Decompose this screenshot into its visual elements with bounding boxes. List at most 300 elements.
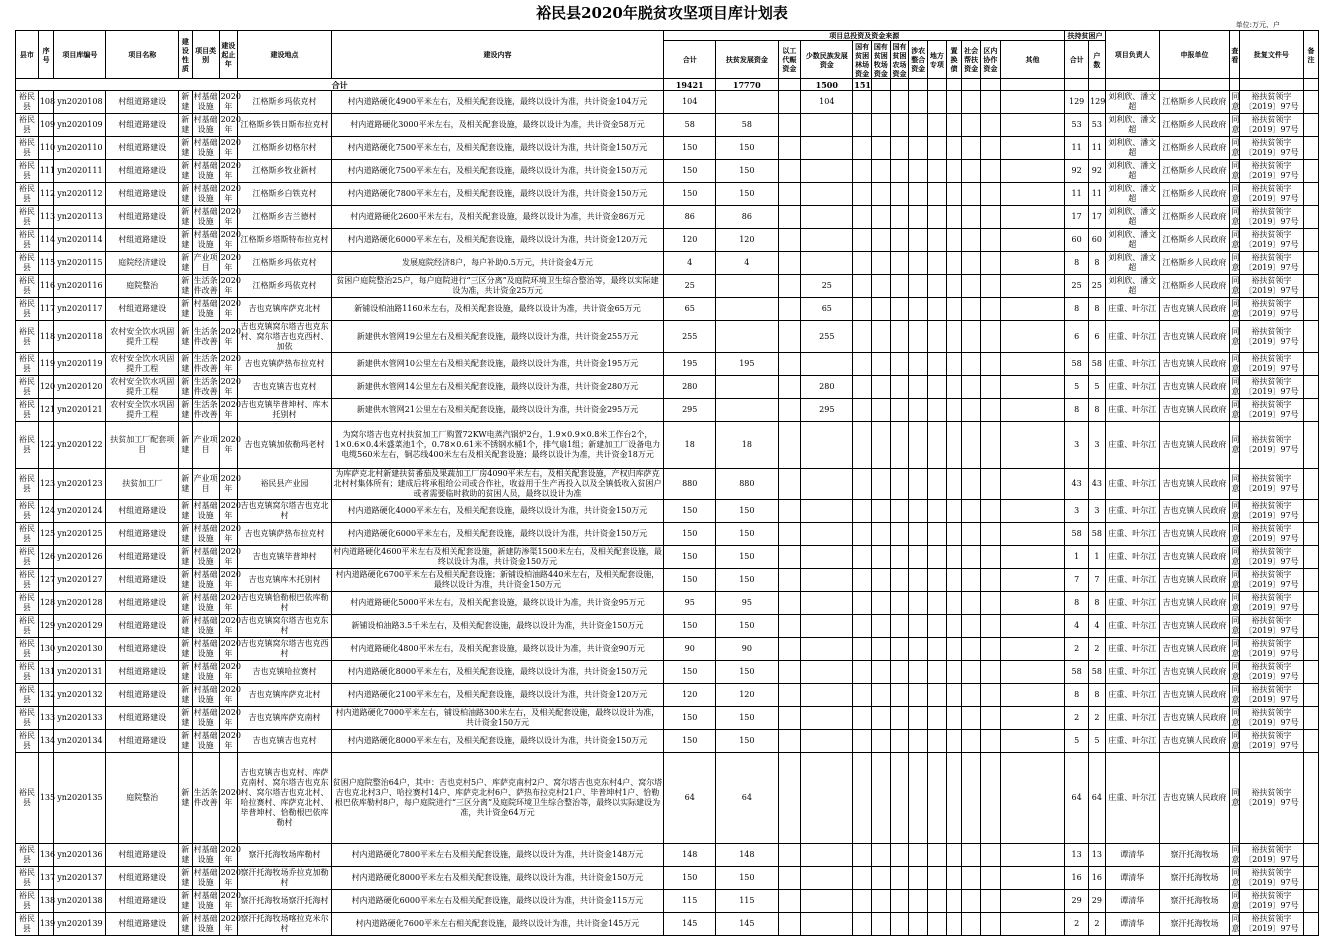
year-cell: 2020年 xyxy=(219,469,238,500)
other-cell xyxy=(1000,913,1064,936)
category-cell: 村基础设施 xyxy=(192,661,219,684)
table-row xyxy=(16,160,1319,183)
code-cell: yn2020137 xyxy=(54,867,106,890)
coop-cell xyxy=(980,183,1000,206)
table-row xyxy=(16,753,1319,844)
hh-total-cell: 1 xyxy=(1065,546,1089,569)
relief-cell xyxy=(778,523,801,546)
debt-cell xyxy=(946,730,962,753)
total-cell: 64 xyxy=(664,753,716,844)
category-cell: 村基础设施 xyxy=(192,137,219,160)
approval-cell: 裕扶贫领字〔2019〕97号 xyxy=(1239,353,1303,376)
name-cell: 村组道路建设 xyxy=(106,844,179,867)
pasture-cell xyxy=(871,183,890,206)
farm-cell xyxy=(890,353,909,376)
farm-cell xyxy=(890,890,909,913)
debt-cell xyxy=(946,422,962,469)
unit-cell: 吉也克镇人民政府 xyxy=(1159,569,1230,592)
review-cell: 同意 xyxy=(1230,229,1239,252)
unit-cell: 吉也克镇人民政府 xyxy=(1159,399,1230,422)
minority-cell xyxy=(801,353,853,376)
coop-cell xyxy=(980,91,1000,114)
other-cell xyxy=(1000,707,1064,730)
local-cell xyxy=(928,252,947,275)
remark-cell xyxy=(1304,615,1319,638)
coop-cell xyxy=(980,229,1000,252)
unit-cell: 吉也克镇人民政府 xyxy=(1159,638,1230,661)
total-cell: 880 xyxy=(664,469,716,500)
leader-cell: 庄重、叶尔江 xyxy=(1105,661,1159,684)
agri-cell xyxy=(909,730,928,753)
hh-count-cell: 29 xyxy=(1089,890,1106,913)
hh-total-cell: 58 xyxy=(1065,523,1089,546)
year-cell: 2020年 xyxy=(219,114,238,137)
agri-cell xyxy=(909,867,928,890)
farm-cell xyxy=(890,469,909,500)
relief-cell xyxy=(778,353,801,376)
county-cell: 裕民县 xyxy=(16,399,39,422)
project-table xyxy=(15,30,1319,936)
nature-cell: 新建 xyxy=(179,867,193,890)
col-header: 国有贫困林场资金 xyxy=(853,41,872,79)
local-cell xyxy=(928,321,947,353)
code-cell: yn2020129 xyxy=(54,615,106,638)
pasture-cell xyxy=(871,753,890,844)
col-header: 国有贫困牧场资金 xyxy=(871,41,890,79)
social-cell xyxy=(962,523,981,546)
pasture-cell xyxy=(871,569,890,592)
leader-cell: 庄重、叶尔江 xyxy=(1105,546,1159,569)
col-header: 建设起止年 xyxy=(219,31,238,79)
year-cell: 2020年 xyxy=(219,183,238,206)
pasture-cell xyxy=(871,523,890,546)
location-cell: 江格斯乡玛依克村 xyxy=(238,275,332,298)
location-cell: 吉也克镇窝尔塔吉也克西村 xyxy=(238,638,332,661)
year-cell: 2020年 xyxy=(219,229,238,252)
agri-cell xyxy=(909,353,928,376)
debt-cell xyxy=(946,183,962,206)
farm-cell xyxy=(890,523,909,546)
seq-cell: 108 xyxy=(38,91,54,114)
category-cell: 生活条件改善 xyxy=(192,376,219,399)
remark-cell xyxy=(1304,399,1319,422)
content-cell: 村内道路硬化8000平米左右，及相关配套设施，最终以设计为准，共计资金150万元 xyxy=(331,661,663,684)
review-cell: 同意 xyxy=(1230,422,1239,469)
county-cell: 裕民县 xyxy=(16,298,39,321)
local-cell xyxy=(928,615,947,638)
unit-cell: 吉也克镇人民政府 xyxy=(1159,615,1230,638)
agri-cell xyxy=(909,592,928,615)
year-cell: 2020年 xyxy=(219,753,238,844)
total-cell: 150 xyxy=(664,661,716,684)
pasture-cell xyxy=(871,376,890,399)
location-cell: 察汗托海牧场乔拉克加勒村 xyxy=(238,867,332,890)
year-cell: 2020年 xyxy=(219,353,238,376)
category-cell: 产业项目 xyxy=(192,252,219,275)
coop-cell xyxy=(980,114,1000,137)
table-row xyxy=(16,422,1319,469)
local-cell xyxy=(928,661,947,684)
category-cell: 产业项目 xyxy=(192,422,219,469)
review-cell: 同意 xyxy=(1230,615,1239,638)
year-cell: 2020年 xyxy=(219,160,238,183)
county-cell: 裕民县 xyxy=(16,592,39,615)
location-cell: 吉也克镇吉也克村 xyxy=(238,730,332,753)
total-cell xyxy=(962,79,981,91)
hh-count-cell: 58 xyxy=(1089,661,1106,684)
forest-cell xyxy=(853,753,872,844)
location-cell: 吉也克镇吉也克村 xyxy=(238,376,332,399)
other-cell xyxy=(1000,661,1064,684)
total-cell xyxy=(871,79,890,91)
location-cell: 江格斯乡玛依克村 xyxy=(238,252,332,275)
minority-cell: 104 xyxy=(801,91,853,114)
leader-cell: 庄重、叶尔江 xyxy=(1105,592,1159,615)
location-cell: 察汗托海牧场喀拉克米尔村 xyxy=(238,913,332,936)
approval-cell: 裕扶贫领字〔2019〕97号 xyxy=(1239,684,1303,707)
county-cell: 裕民县 xyxy=(16,114,39,137)
code-cell: yn2020127 xyxy=(54,569,106,592)
approval-cell: 裕扶贫领字〔2019〕97号 xyxy=(1239,546,1303,569)
fund-cell: 18 xyxy=(716,422,778,469)
leader-cell: 庄重、叶尔江 xyxy=(1105,353,1159,376)
forest-cell xyxy=(853,638,872,661)
remark-cell xyxy=(1304,913,1319,936)
location-cell: 江格斯乡牧业新村 xyxy=(238,160,332,183)
code-cell: yn2020116 xyxy=(54,275,106,298)
debt-cell xyxy=(946,298,962,321)
agri-cell xyxy=(909,844,928,867)
remark-cell xyxy=(1304,592,1319,615)
local-cell xyxy=(928,399,947,422)
year-cell: 2020年 xyxy=(219,137,238,160)
relief-cell xyxy=(778,229,801,252)
social-cell xyxy=(962,376,981,399)
approval-cell: 裕扶贫领字〔2019〕97号 xyxy=(1239,523,1303,546)
year-cell: 2020年 xyxy=(219,661,238,684)
coop-cell xyxy=(980,321,1000,353)
remark-cell xyxy=(1304,753,1319,844)
minority-cell xyxy=(801,890,853,913)
location-cell: 吉也克镇吉也克村、库萨克南村、窝尔塔吉也克东村、窝尔塔吉也克北村、哈拉赛村、库萨克北村、毕普坤村、恰勒根巴依库勒村 xyxy=(238,753,332,844)
forest-cell xyxy=(853,298,872,321)
local-cell xyxy=(928,500,947,523)
review-cell: 同意 xyxy=(1230,844,1239,867)
nature-cell: 新建 xyxy=(179,321,193,353)
forest-cell xyxy=(853,160,872,183)
minority-cell xyxy=(801,523,853,546)
remark-cell xyxy=(1304,684,1319,707)
content-cell: 村内道路硬化6000平米左右，及相关配套设施，最终以设计为准，共计资金120万元 xyxy=(331,229,663,252)
unit-cell: 吉也克镇人民政府 xyxy=(1159,661,1230,684)
table-row xyxy=(16,684,1319,707)
table-row xyxy=(16,592,1319,615)
total-cell xyxy=(946,79,962,91)
social-cell xyxy=(962,500,981,523)
approval-cell: 裕扶贫领字〔2019〕97号 xyxy=(1239,890,1303,913)
remark-cell xyxy=(1304,137,1319,160)
unit-cell: 江格斯乡人民政府 xyxy=(1159,206,1230,229)
leader-cell: 庄重、叶尔江 xyxy=(1105,684,1159,707)
social-cell xyxy=(962,844,981,867)
farm-cell xyxy=(890,707,909,730)
name-cell: 村组道路建设 xyxy=(106,569,179,592)
category-cell: 生活条件改善 xyxy=(192,753,219,844)
other-cell xyxy=(1000,160,1064,183)
code-cell: yn2020126 xyxy=(54,546,106,569)
total-cell xyxy=(980,79,1000,91)
hh-count-cell: 2 xyxy=(1089,638,1106,661)
coop-cell xyxy=(980,298,1000,321)
seq-cell: 135 xyxy=(38,753,54,844)
hh-total-cell: 6 xyxy=(1065,321,1089,353)
approval-cell: 裕扶贫领字〔2019〕97号 xyxy=(1239,91,1303,114)
category-cell: 村基础设施 xyxy=(192,867,219,890)
coop-cell xyxy=(980,753,1000,844)
nature-cell: 新建 xyxy=(179,114,193,137)
category-cell: 村基础设施 xyxy=(192,684,219,707)
page-title: 裕民县2020年脱贫攻坚项目库计划表 xyxy=(536,4,788,22)
debt-cell xyxy=(946,229,962,252)
fund-cell: 150 xyxy=(716,730,778,753)
farm-cell xyxy=(890,399,909,422)
leader-cell: 刘利欣、潘文超 xyxy=(1105,252,1159,275)
table-row xyxy=(16,569,1319,592)
other-cell xyxy=(1000,500,1064,523)
name-cell: 村组道路建设 xyxy=(106,91,179,114)
debt-cell xyxy=(946,844,962,867)
code-cell: yn2020110 xyxy=(54,137,106,160)
hh-total-cell: 11 xyxy=(1065,137,1089,160)
name-cell: 农村安全饮水巩固提升工程 xyxy=(106,376,179,399)
col-header: 县市 xyxy=(16,31,39,79)
code-cell: yn2020128 xyxy=(54,592,106,615)
table-row xyxy=(16,114,1319,137)
social-cell xyxy=(962,160,981,183)
minority-cell xyxy=(801,229,853,252)
hh-total-cell: 7 xyxy=(1065,569,1089,592)
approval-cell: 裕扶贫领字〔2019〕97号 xyxy=(1239,114,1303,137)
name-cell: 农村安全饮水巩固提升工程 xyxy=(106,399,179,422)
county-cell: 裕民县 xyxy=(16,523,39,546)
name-cell: 村组道路建设 xyxy=(106,183,179,206)
social-cell xyxy=(962,707,981,730)
hh-count-cell: 3 xyxy=(1089,500,1106,523)
remark-cell xyxy=(1304,321,1319,353)
coop-cell xyxy=(980,275,1000,298)
minority-cell xyxy=(801,252,853,275)
unit-cell: 吉也克镇人民政府 xyxy=(1159,730,1230,753)
minority-cell: 25 xyxy=(801,275,853,298)
table-row xyxy=(16,399,1319,422)
review-cell: 同意 xyxy=(1230,91,1239,114)
social-cell xyxy=(962,890,981,913)
code-cell: yn2020132 xyxy=(54,684,106,707)
seq-cell: 117 xyxy=(38,298,54,321)
content-cell: 村内道路硬化6000平米左右及相关配套设施，最终以设计为准，共计资金115万元 xyxy=(331,890,663,913)
minority-cell xyxy=(801,638,853,661)
unit-cell: 吉也克镇人民政府 xyxy=(1159,753,1230,844)
review-cell: 同意 xyxy=(1230,114,1239,137)
minority-cell xyxy=(801,867,853,890)
review-cell: 同意 xyxy=(1230,707,1239,730)
approval-cell: 裕扶贫领字〔2019〕97号 xyxy=(1239,469,1303,500)
debt-cell xyxy=(946,399,962,422)
leader-cell: 庄重、叶尔江 xyxy=(1105,422,1159,469)
location-cell: 吉也克镇萨热布拉克村 xyxy=(238,523,332,546)
coop-cell xyxy=(980,353,1000,376)
location-cell: 吉也克镇窝尔塔吉也克北村 xyxy=(238,500,332,523)
code-cell: yn2020120 xyxy=(54,376,106,399)
year-cell: 2020年 xyxy=(219,275,238,298)
relief-cell xyxy=(778,321,801,353)
fund-cell: 145 xyxy=(716,913,778,936)
relief-cell xyxy=(778,183,801,206)
farm-cell xyxy=(890,913,909,936)
col-header: 查看 xyxy=(1230,31,1239,79)
relief-cell xyxy=(778,638,801,661)
fund-cell: 195 xyxy=(716,353,778,376)
pasture-cell xyxy=(871,275,890,298)
code-cell: yn2020108 xyxy=(54,91,106,114)
relief-cell xyxy=(778,298,801,321)
location-cell: 吉也克镇库木托别村 xyxy=(238,569,332,592)
content-cell: 村内道路硬化6000平米左右，及相关配套设施，最终以设计为准，共计资金150万元 xyxy=(331,523,663,546)
social-cell xyxy=(962,469,981,500)
year-cell: 2020年 xyxy=(219,206,238,229)
total-cell: 150 xyxy=(664,867,716,890)
debt-cell xyxy=(946,707,962,730)
location-cell: 吉也克镇库萨克北村 xyxy=(238,298,332,321)
relief-cell xyxy=(778,890,801,913)
approval-cell: 裕扶贫领字〔2019〕97号 xyxy=(1239,137,1303,160)
pasture-cell xyxy=(871,684,890,707)
nature-cell: 新建 xyxy=(179,183,193,206)
leader-cell: 谭清华 xyxy=(1105,844,1159,867)
col-header: 地方专项 xyxy=(928,41,947,79)
seq-cell: 114 xyxy=(38,229,54,252)
county-cell: 裕民县 xyxy=(16,252,39,275)
forest-cell xyxy=(853,321,872,353)
year-cell: 2020年 xyxy=(219,298,238,321)
social-cell xyxy=(962,206,981,229)
agri-cell xyxy=(909,399,928,422)
content-cell: 新建供水管网21公里左右及相关配套设施，最终以设计为准，共计资金295万元 xyxy=(331,399,663,422)
total-cell: 18 xyxy=(664,422,716,469)
minority-cell xyxy=(801,206,853,229)
leader-cell: 谭清华 xyxy=(1105,890,1159,913)
name-cell: 村组道路建设 xyxy=(106,684,179,707)
agri-cell xyxy=(909,376,928,399)
name-cell: 村组道路建设 xyxy=(106,500,179,523)
total-cell: 145 xyxy=(664,913,716,936)
farm-cell xyxy=(890,137,909,160)
fund-cell: 115 xyxy=(716,890,778,913)
county-cell: 裕民县 xyxy=(16,730,39,753)
hh-total-cell: 8 xyxy=(1065,684,1089,707)
farm-cell xyxy=(890,183,909,206)
approval-cell: 裕扶贫领字〔2019〕97号 xyxy=(1239,206,1303,229)
hh-total-cell: 2 xyxy=(1065,913,1089,936)
total-cell: 86 xyxy=(664,206,716,229)
minority-cell xyxy=(801,615,853,638)
location-cell: 吉也克镇加依勒玛老村 xyxy=(238,422,332,469)
seq-cell: 115 xyxy=(38,252,54,275)
coop-cell xyxy=(980,684,1000,707)
fund-cell xyxy=(716,298,778,321)
col-header: 建设性质 xyxy=(179,31,193,79)
hh-count-cell: 5 xyxy=(1089,730,1106,753)
table-row xyxy=(16,353,1319,376)
hh-count-cell: 17 xyxy=(1089,206,1106,229)
relief-cell xyxy=(778,867,801,890)
coop-cell xyxy=(980,661,1000,684)
leader-cell: 刘利欣、潘文超 xyxy=(1105,183,1159,206)
other-cell xyxy=(1000,399,1064,422)
forest-cell xyxy=(853,252,872,275)
code-cell: yn2020123 xyxy=(54,469,106,500)
review-cell: 同意 xyxy=(1230,546,1239,569)
col-header: 国有贫困农场资金 xyxy=(890,41,909,79)
local-cell xyxy=(928,890,947,913)
coop-cell xyxy=(980,592,1000,615)
total-cell xyxy=(1000,79,1064,91)
name-cell: 村组道路建设 xyxy=(106,913,179,936)
code-cell: yn2020133 xyxy=(54,707,106,730)
code-cell: yn2020112 xyxy=(54,183,106,206)
farm-cell xyxy=(890,615,909,638)
pasture-cell xyxy=(871,469,890,500)
social-cell xyxy=(962,615,981,638)
nature-cell: 新建 xyxy=(179,137,193,160)
approval-cell: 裕扶贫领字〔2019〕97号 xyxy=(1239,661,1303,684)
farm-cell xyxy=(890,753,909,844)
nature-cell: 新建 xyxy=(179,500,193,523)
hh-count-cell: 129 xyxy=(1089,91,1106,114)
agri-cell xyxy=(909,252,928,275)
seq-cell: 124 xyxy=(38,500,54,523)
unit-cell: 吉也克镇人民政府 xyxy=(1159,353,1230,376)
remark-cell xyxy=(1304,469,1319,500)
agri-cell xyxy=(909,321,928,353)
approval-cell: 裕扶贫领字〔2019〕97号 xyxy=(1239,753,1303,844)
seq-cell: 137 xyxy=(38,867,54,890)
fund-cell: 150 xyxy=(716,569,778,592)
year-cell: 2020年 xyxy=(219,321,238,353)
farm-cell xyxy=(890,546,909,569)
coop-cell xyxy=(980,707,1000,730)
forest-cell xyxy=(853,376,872,399)
county-cell: 裕民县 xyxy=(16,684,39,707)
hh-count-cell: 64 xyxy=(1089,753,1106,844)
minority-cell xyxy=(801,137,853,160)
farm-cell xyxy=(890,500,909,523)
seq-cell: 113 xyxy=(38,206,54,229)
minority-cell: 255 xyxy=(801,321,853,353)
hh-count-cell: 2 xyxy=(1089,707,1106,730)
review-cell: 同意 xyxy=(1230,321,1239,353)
seq-cell: 122 xyxy=(38,422,54,469)
nature-cell: 新建 xyxy=(179,592,193,615)
other-cell xyxy=(1000,469,1064,500)
unit-cell: 江格斯乡人民政府 xyxy=(1159,137,1230,160)
table-header xyxy=(16,31,1319,79)
name-cell: 庭院整治 xyxy=(106,275,179,298)
farm-cell xyxy=(890,275,909,298)
total-cell xyxy=(1159,79,1230,91)
social-cell xyxy=(962,867,981,890)
total-cell: 150 xyxy=(664,500,716,523)
